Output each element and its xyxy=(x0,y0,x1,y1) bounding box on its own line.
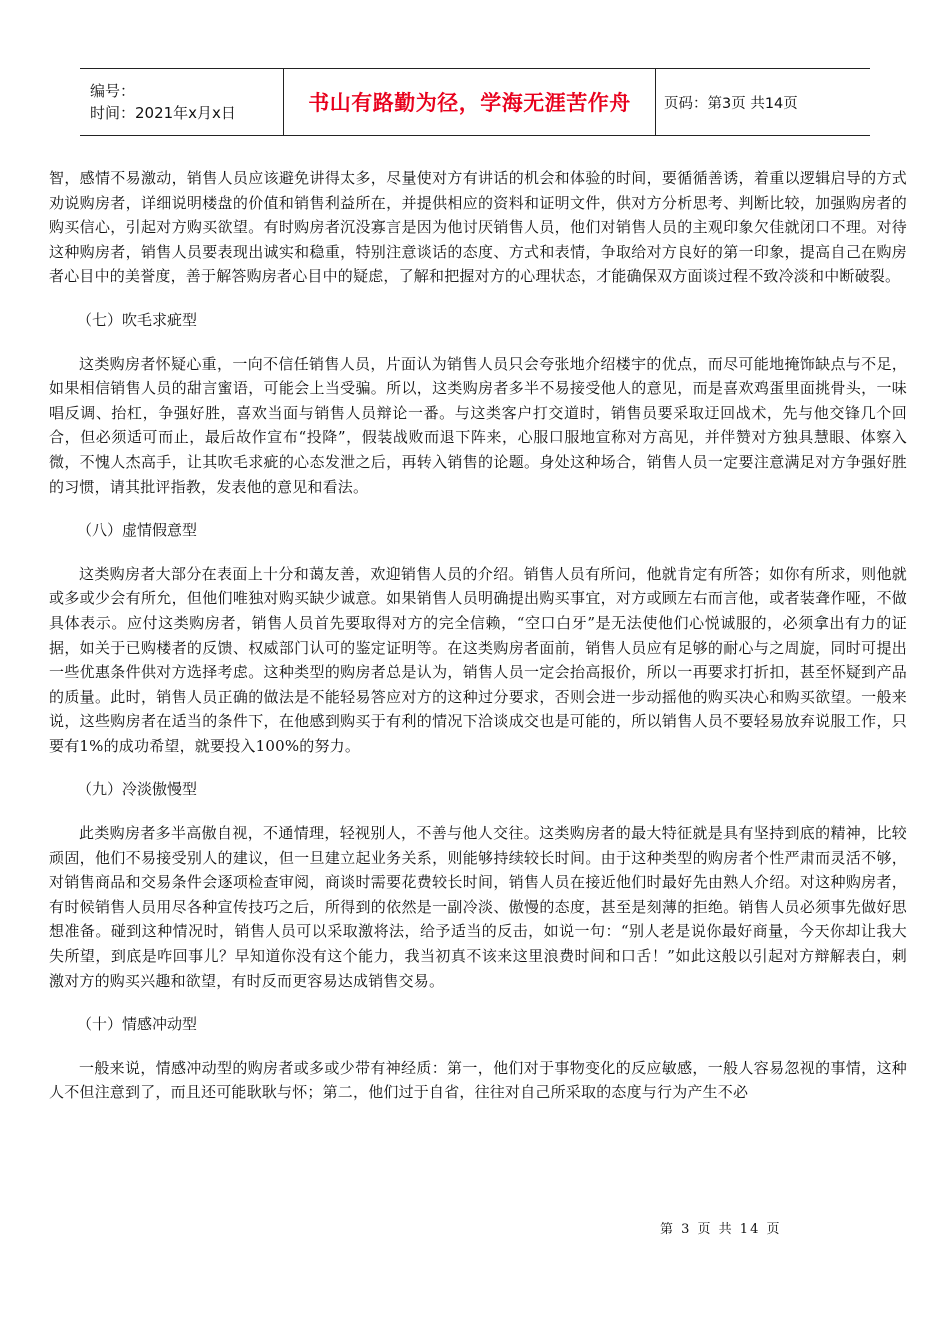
section-heading-9: （九）冷淡傲慢型 xyxy=(77,780,198,799)
document-body xyxy=(49,166,907,1105)
header-page-label: 页码：第3页 共14页 xyxy=(664,95,798,112)
paragraph-section-9: 此类购房者多半高傲自视，不通情理，轻视别人，不善与他人交往。这类购房者的最大特征就是具有坚持到底的精神，比较顽固，他们不易接受别人的建议，但一旦建立起业务关系，则能够持续较长时间。由于这种类型的购房者个性严肃而灵活不够，对销售商品和交易条件会逐项检查审阅，商谈时需要花费较长时间，销售人员在接近他们时最好先由熟人介绍。对这种购房者，有时候销售人员用尽各种宣传技巧之后，所得到的依然是一副冷淡、傲慢的态度，甚至是刻薄的拒绝。销售人员必须事先做好思想准备。碰到这种情况时，销售人员可以采取激将法，给予适当的反击，如说一句：“别人老是说你最好商量，今天你却让我大失所望，到底是咋回事儿？早知道你没有这个能力，我当初真不该来这里浪费时间和口舌！”如此这般以引起对方辩解表白，刺激对方的购买兴趣和欲望，有时反而更容易达成销售交易。 xyxy=(49,824,907,990)
page-footer: 第 3 页 共 14 页 xyxy=(660,1222,782,1237)
document-time-label: 时间：2021年x月x日 xyxy=(90,104,236,122)
document-number-label: 编号： xyxy=(90,82,136,100)
paragraph-section-7: 这类购房者怀疑心重，一向不信任销售人员，片面认为销售人员只会夸张地介绍楼宇的优点，而尽可能地掩饰缺点与不足，如果相信销售人员的甜言蜜语，可能会上当受骗。所以，这类购房者多半不易接受他人的意见，而是喜欢鸡蛋里面挑骨头，一味唱反调、抬杠，争强好胜，喜欢当面与销售人员辩论一番。与这类客户打交道时，销售员要采取迂回战术，先与他交锋几个回合，但必须适可而止，最后故作宣布“投降”，假装战败而退下阵来，心服口服地宣称对方高见，并伴赞对方独具慧眼、体察入微，不愧人杰高手，让其吹毛求疵的心态发泄之后，再转入销售的论题。身处这种场合，销售人员一定要注意满足对方争强好胜的习惯，请其批评指教，发表他的意见和看法。 xyxy=(49,354,907,496)
section-heading-7: （七）吹毛求疵型 xyxy=(77,310,198,329)
page-header xyxy=(80,68,870,136)
header-slogan-cell xyxy=(283,69,656,135)
section-heading-10: （十）情感冲动型 xyxy=(77,1015,198,1034)
header-page-cell xyxy=(656,69,870,135)
header-meta xyxy=(80,69,283,135)
section-heading-8: （八）虚情假意型 xyxy=(77,521,198,540)
header-slogan: 书山有路勤为径，学海无涯苦作舟 xyxy=(308,91,631,115)
paragraph-continued: 智，感情不易激动，销售人员应该避免讲得太多，尽量使对方有讲话的机会和体验的时间，要循循善诱，着重以逻辑启导的方式劝说购房者，详细说明楼盘的价值和销售利益所在，并提供相应的资料和证明文件，供对方分析思考、判断比较，加强购房者的购买信心，引起对方购买欲望。有时购房者沉没寡言是因为他讨厌销售人员，他们对销售人员的主观印象欠佳就闭口不理。对待这种购房者，销售人员要表现出诚实和稳重，特别注意谈话的态度、方式和表情，争取给对方良好的第一印象，提高自己在购房者心目中的美誉度，善于解答购房者心目中的疑虑，了解和把握对方的心理状态，才能确保双方面谈过程不致冷淡和中断破裂。 xyxy=(49,169,907,286)
paragraph-section-8: 这类购房者大部分在表面上十分和蔼友善，欢迎销售人员的介绍。销售人员有所问，他就肯定有所答；如你有所求，则他就或多或少会有所允，但他们唯独对购买缺少诚意。如果销售人员明确提出购买事宜，对方或顾左右而言他，或者装聋作哑，不做具体表示。应付这类购房者，销售人员首先要取得对方的完全信赖，“空口白牙”是无法使他们心悦诚服的，必须拿出有力的证据，如关于已购楼者的反馈、权威部门认可的鉴定证明等。在这类购房者面前，销售人员应有足够的耐心与之周旋，同时可提出一些优惠条件供对方选择考虑。这种类型的购房者总是认为，销售人员一定会抬高报价，所以一再要求打折扣，甚至怀疑到产品的质量。此时，销售人员正确的做法是不能轻易答应对方的这种过分要求，否则会进一步动摇他的购买决心和购买欲望。一般来说，这些购房者在适当的条件下，在他感到购买于有利的情况下洽谈成交也是可能的，所以销售人员不要轻易放弃说服工作，只要有1%的成功希望，就要投入100%的努力。 xyxy=(49,564,907,755)
paragraph-section-10: 一般来说，情感冲动型的购房者或多或少带有神经质：第一，他们对于事物变化的反应敏感，一般人容易忽视的事情，这种人不但注意到了，而且还可能耿耿与怀；第二，他们过于自省，往往对自己所采取的态度与行为产生不必 xyxy=(49,1058,907,1102)
